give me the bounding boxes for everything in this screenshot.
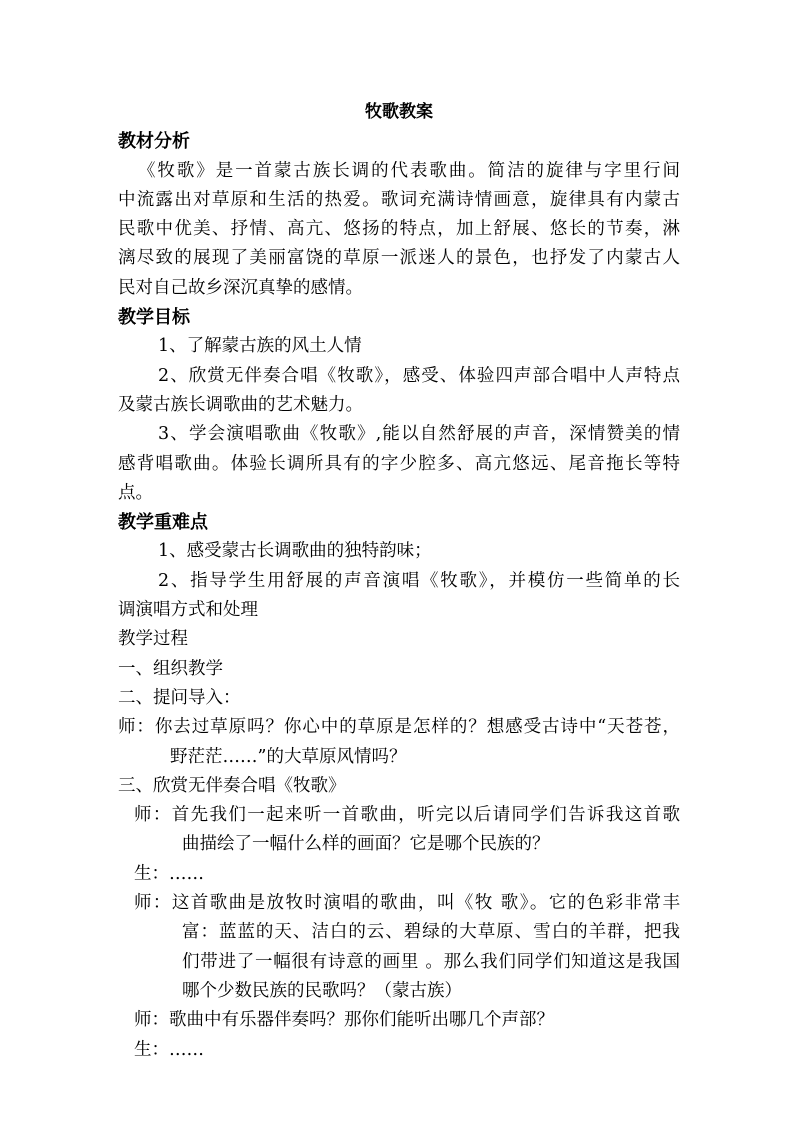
- analysis-text: 中流露出对草原和生活的热爱。歌词充满诗情画意，旋律具有内蒙古: [118, 189, 680, 210]
- teacher-line-continued: 富：蓝蓝的天、洁白的云、碧绿的大草原、雪白的羊群，把我: [182, 922, 680, 943]
- section-heading-analysis: 教材分析: [118, 131, 190, 153]
- key-point-item: 1、感受蒙古长调歌曲的独特韵味；: [158, 541, 432, 562]
- goal-item: 2、欣赏无伴奏合唱《牧歌》，感受、体验四声部合唱中人声特点: [158, 365, 680, 386]
- analysis-text: 民对自己故乡深沉真挚的感情。: [118, 277, 363, 298]
- teacher-line: 师：这首歌曲是放牧时演唱的歌曲，叫《牧 歌》。它的色彩非常丰: [134, 893, 680, 914]
- student-line: 生：……: [134, 863, 204, 884]
- process-step: 一、组织教学: [118, 658, 223, 679]
- student-line: 生：……: [134, 1039, 204, 1060]
- goal-item-continued: 点。: [118, 482, 153, 503]
- teacher-line: 师：歌曲中有乐器伴奏吗？那你们能听出哪几个声部？: [134, 1010, 554, 1031]
- analysis-text: 民歌中优美、抒情、高亢、悠扬的特点，加上舒展、悠长的节奏，淋: [118, 219, 680, 240]
- teacher-line-continued: 曲描绘了一幅什么样的画面？它是哪个民族的？: [182, 834, 550, 855]
- section-heading-goals: 教学目标: [118, 307, 190, 329]
- lesson-plan-page: [118, 98, 680, 1065]
- goal-item-continued: 感背唱歌曲。体验长调所具有的字少腔多、高亢悠远、尾音拖长等特: [118, 453, 680, 474]
- process-step: 二、提问导入：: [118, 687, 241, 708]
- teacher-line-continued: 们带进了一幅很有诗意的画里 。那么我们同学们知道这是我国: [182, 951, 680, 972]
- analysis-text: 《牧歌》是一首蒙古族长调的代表歌曲。简洁的旋律与字里行间: [138, 160, 680, 181]
- analysis-text: 漓尽致的展现了美丽富饶的草原一派迷人的景色，也抒发了内蒙古人: [118, 248, 680, 269]
- section-heading-process: 教学过程: [118, 629, 188, 650]
- document-title: 牧歌教案: [365, 102, 433, 122]
- key-point-item-continued: 调演唱方式和处理: [118, 600, 258, 621]
- teacher-line-continued: 野茫茫……”的大草原风情吗？: [170, 746, 407, 767]
- section-heading-key-points: 教学重难点: [118, 512, 208, 534]
- teacher-line: 师：你去过草原吗？你心中的草原是怎样的？想感受古诗中“天苍苍，: [118, 717, 680, 738]
- key-point-item: 2、指导学生用舒展的声音演唱《牧歌》，并模仿一些简单的长: [158, 570, 680, 591]
- teacher-line: 师：首先我们一起来听一首歌曲，听完以后请同学们告诉我这首歌: [134, 805, 680, 826]
- goal-item-continued: 及蒙古族长调歌曲的艺术魅力。: [118, 394, 363, 415]
- goal-item: 1、了解蒙古族的风土人情: [158, 336, 362, 357]
- goal-item: 3、学会演唱歌曲《牧歌》,能以自然舒展的声音，深情赞美的情: [158, 424, 680, 445]
- process-step: 三、欣赏无伴奏合唱《牧歌》: [118, 775, 346, 796]
- teacher-line-continued: 哪个少数民族的民歌吗？（蒙古族）: [182, 980, 462, 1001]
